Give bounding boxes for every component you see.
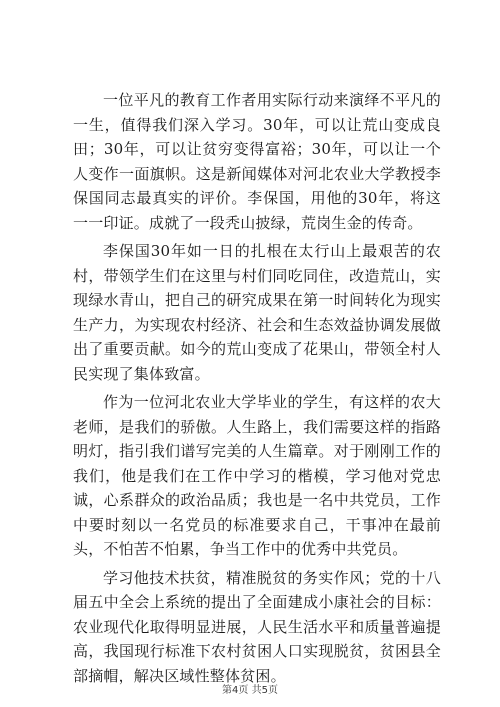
paragraph-4: 学习他技术扶贫，精准脱贫的务实作风；党的十八届五中全会上系统的提出了全面建成小康社会的目标：农业现代化取得明显进展，人民生活水平和质量普遍提高，我国现行标准下农村贫困人口实现脱贫，贫困县全部摘帽，解决区域性整体贫困。 [73, 568, 441, 685]
paragraph-2: 李保国30年如一日的扎根在太行山上最艰苦的农村，带领学生们在这里与村们同吃同住，改造荒山，实现绿水青山，把自己的研究成果在第一时间转化为现实生产力，为实现农村经济、社会和生态效益协调发展做出了重要贡献。如今的荒山变成了花果山，带领全村人民实现了集体致富。 [73, 242, 441, 383]
page-number: 第4页 共5页 [222, 685, 278, 696]
page-footer [0, 681, 500, 696]
document-body [73, 88, 441, 692]
paragraph-1: 一位平凡的教育工作者用实际行动来演绎不平凡的一生，值得我们深入学习。30年，可以让荒山变成良田；30年，可以让贫穷变得富裕；30年，可以让一个人变作一面旗帜。这是新闻媒体对河北农业大学教授李保国同志最真实的评价。李保国，用他的30年，将这一一印证。成就了一段秃山披绿，荒岗生金的传奇。 [73, 91, 441, 232]
paragraph-3: 作为一位河北农业大学毕业的学生，有这样的农大老师，是我们的骄傲。人生路上，我们需要这样的指路明灯，指引我们谱写完美的人生篇章。对于刚刚工作的我们，他是我们在工作中学习的楷模，学习他对党忠诚，心系群众的政治品质；我也是一名中共党员，工作中要时刻以一名党员的标准要求自己，干事冲在最前头，不怕苦不怕累，争当工作中的优秀中共党员。 [73, 393, 441, 558]
